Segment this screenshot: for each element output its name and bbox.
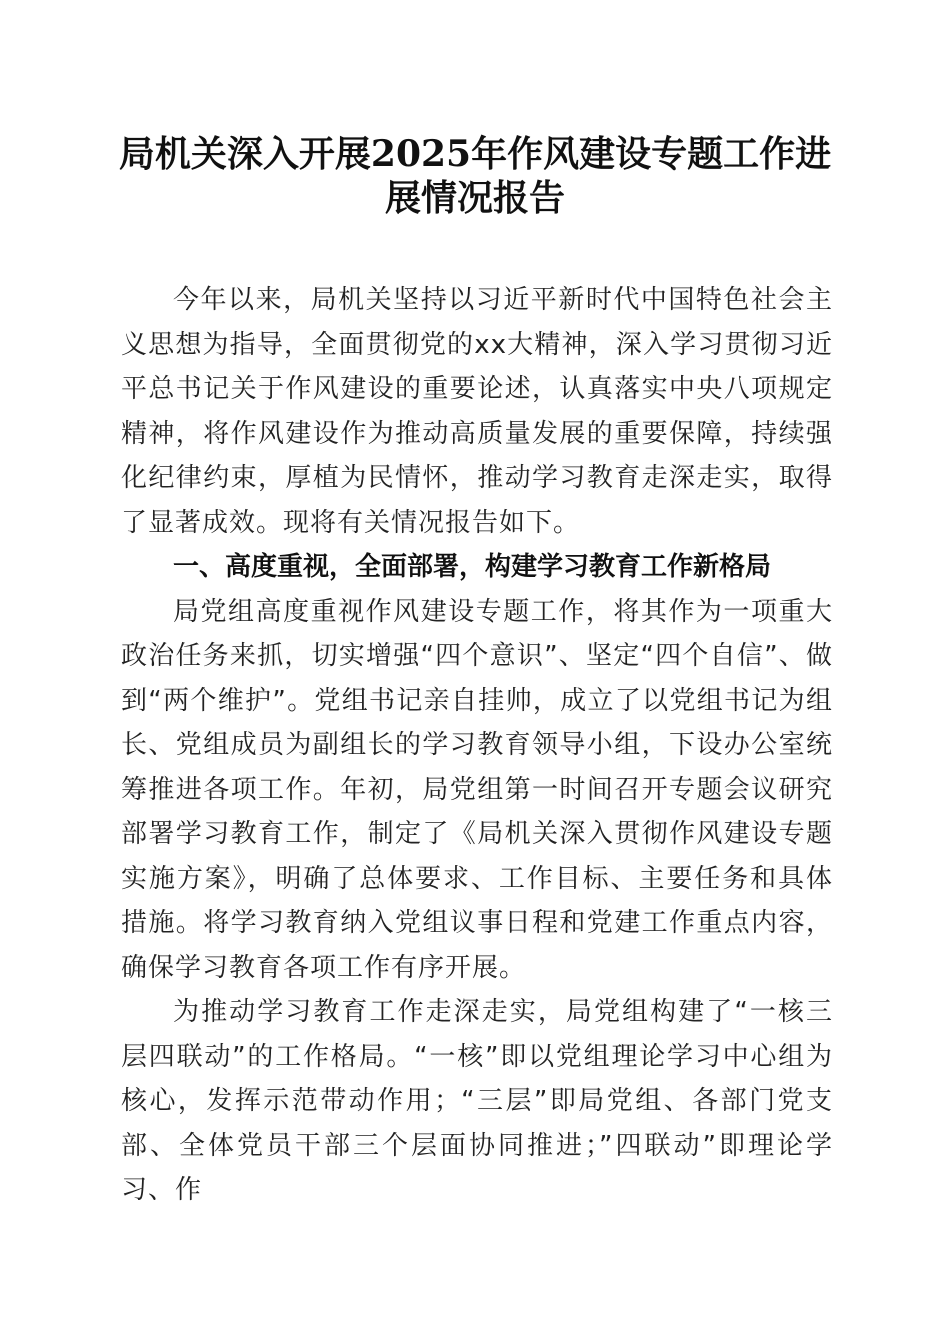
section-1-heading: 一、高度重视，全面部署，构建学习教育工作新格局 [173, 552, 772, 582]
intro-paragraph: 今年以来，局机关坚持以习近平新时代中国特色社会主义思想为指导，全面贯彻党的xx大精神，深入学习贯彻习近平总书记关于作风建设的重要论述，认真落实中央八项规定精神，将作风建设作为推动高质量发展的重要保障，持续强化纪律约束，厚植为民情怀，推动学习教育走深走实，取得了显著成效。现将有关情况报告如下。 [121, 285, 833, 538]
document-body [121, 278, 833, 1213]
document-title-line-2: 展情况报告 [384, 177, 565, 219]
document-title-line-1: 局机关深入开展2025年作风建设专题工作进 [118, 133, 832, 175]
section-1-paragraph-1: 局党组高度重视作风建设专题工作，将其作为一项重大政治任务来抓，切实增强“四个意识”、坚定“四个自信”、做到“两个维护”。党组书记亲自挂帅，成立了以党组书记为组长、党组成员为副组长的学习教育领导小组，下设办公室统筹推进各项工作。年初，局党组第一时间召开专题会议研究部署学习教育工作，制定了《局机关深入贯彻作风建设专题实施方案》，明确了总体要求、工作目标、主要任务和具体措施。将学习教育纳入党组议事日程和党建工作重点内容，确保学习教育各项工作有序开展。 [121, 596, 833, 983]
section-1-paragraph-2: 为推动学习教育工作走深走实，局党组构建了“一核三层四联动”的工作格局。“一核”即以党组理论学习中心组为核心，发挥示范带动作用；“三层”即局党组、各部门党支部、全体党员干部三个层面协同推进；”四联动”即理论学习、作 [121, 997, 833, 1205]
document-title [110, 132, 840, 220]
